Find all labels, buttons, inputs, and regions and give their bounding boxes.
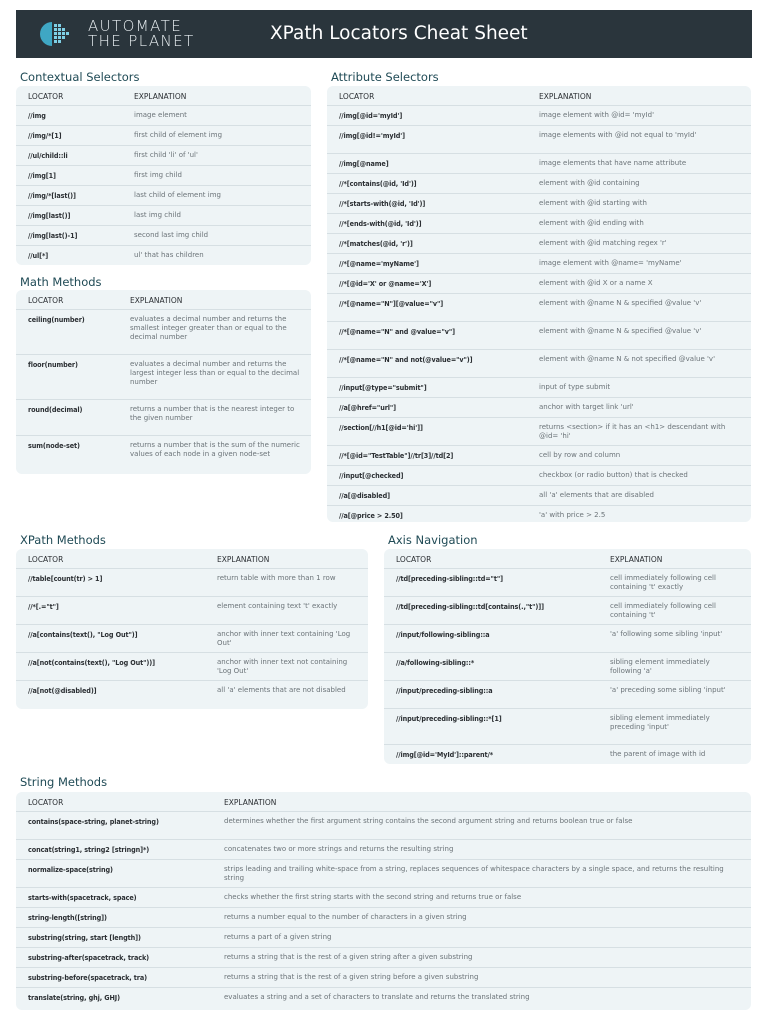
- explanation-cell: returns a number that is the nearest integer to the given number: [130, 405, 295, 422]
- table-row: [327, 173, 751, 193]
- table-row: [327, 253, 751, 273]
- table-row: [16, 887, 751, 907]
- column-header-explanation: EXPLANATION: [217, 555, 270, 564]
- explanation-cell: element with @name N & not specified @value 'v': [539, 355, 715, 363]
- table-row: [327, 125, 751, 153]
- explanation-cell: last img child: [134, 211, 181, 219]
- explanation-cell: returns a number equal to the number of characters in a given string: [224, 913, 467, 921]
- explanation-cell: the parent of image with id: [610, 750, 706, 758]
- explanation-cell: 'a' with price > 2.5: [539, 511, 606, 519]
- locator-cell: //*[@name="N" and @value="v"]: [339, 327, 455, 336]
- xpath-table-header: [16, 549, 368, 568]
- table-row: [16, 105, 311, 125]
- table-row: [16, 811, 751, 839]
- column-header-explanation: EXPLANATION: [134, 92, 187, 101]
- xpath-methods-table: [16, 549, 368, 709]
- table-row: [384, 744, 751, 764]
- column-header-locator: LOCATOR: [28, 92, 64, 101]
- explanation-cell: cell immediately following cell containing 't': [610, 602, 716, 619]
- locator-cell: //a[@disabled]: [339, 491, 390, 500]
- brand-line-1: AUTOMATE: [88, 17, 183, 35]
- explanation-cell: evaluates a string and a set of characters to translate and returns the translated string: [224, 993, 530, 1001]
- locator-cell: //*[matches(@id, 'r')]: [339, 239, 413, 248]
- locator-cell: //*[@name="N" and not(@value="v")]: [339, 355, 473, 364]
- explanation-cell: image elements that have name attribute: [539, 159, 687, 167]
- locator-cell: //a[contains(text(), "Log Out")]: [28, 630, 138, 639]
- explanation-cell: determines whether the first argument string contains the second argument string and returns boolean true or false: [224, 817, 633, 825]
- table-row: [16, 125, 311, 145]
- locator-cell: //input[@type="submit"]: [339, 383, 427, 392]
- locator-cell: //ul[*]: [28, 251, 49, 260]
- locator-cell: substring-before(spacetrack, tra): [28, 973, 147, 982]
- string-methods-table: [16, 792, 751, 1010]
- explanation-cell: checkbox (or radio button) that is checked: [539, 471, 688, 479]
- locator-cell: //a[not(contains(text(), "Log Out"))]: [28, 658, 155, 667]
- math-methods-table: [16, 290, 311, 474]
- locator-cell: sum(node-set): [28, 441, 80, 450]
- locator-cell: //td[preceding-sibling::td[contains(.,"t")]]: [396, 602, 544, 611]
- explanation-cell: second last img child: [134, 231, 209, 239]
- axis-table-header: [384, 549, 751, 568]
- locator-cell: //*[@name='myName']: [339, 259, 419, 268]
- explanation-cell: element with @id ending with: [539, 219, 644, 227]
- locator-cell: //*[.="t"]: [28, 602, 59, 611]
- table-row: [16, 354, 311, 399]
- explanation-cell: return table with more than 1 row: [217, 574, 336, 582]
- explanation-cell: first img child: [134, 171, 182, 179]
- locator-cell: concat(string1, string2 [stringn]*): [28, 845, 150, 854]
- explanation-cell: all 'a' elements that are not disabled: [217, 686, 346, 694]
- table-row: [327, 153, 751, 173]
- table-row: [16, 652, 368, 680]
- section-title-string: String Methods: [20, 775, 108, 789]
- table-row: [16, 624, 368, 652]
- locator-cell: //a[@price > 2.50]: [339, 511, 403, 520]
- explanation-cell: returns a string that is the rest of a given string before a given substring: [224, 973, 479, 981]
- explanation-cell: element with @id X or a name X: [539, 279, 653, 287]
- section-title-contextual: Contextual Selectors: [20, 70, 140, 84]
- explanation-cell: anchor with inner text not containing 'Log Out': [217, 658, 348, 675]
- brand-line-2: THE PLANET: [88, 32, 195, 50]
- table-row: [16, 245, 311, 265]
- explanation-cell: strips leading and trailing white-space from a string, replaces sequences of whitespace characters by a single space, and returns the resulting string: [224, 865, 724, 882]
- table-row: [16, 987, 751, 1007]
- locator-cell: //a/following-sibling::*: [396, 658, 475, 667]
- column-header-locator: LOCATOR: [339, 92, 375, 101]
- header-banner: [16, 10, 752, 58]
- table-row: [327, 213, 751, 233]
- locator-cell: ceiling(number): [28, 315, 85, 324]
- locator-cell: substring-after(spacetrack, track): [28, 953, 150, 962]
- column-header-locator: LOCATOR: [28, 798, 64, 807]
- locator-cell: //img[last()-1]: [28, 231, 78, 240]
- table-row: [327, 397, 751, 417]
- table-row: [16, 859, 751, 887]
- table-row: [16, 927, 751, 947]
- section-title-axis: Axis Navigation: [388, 533, 478, 547]
- column-header-locator: LOCATOR: [28, 296, 64, 305]
- string-table-header: [16, 792, 751, 811]
- column-header-explanation: EXPLANATION: [539, 92, 592, 101]
- explanation-cell: anchor with target link 'url': [539, 403, 634, 411]
- locator-cell: //a[@href="url"]: [339, 403, 397, 412]
- explanation-cell: returns a number that is the sum of the numeric values of each node in a given node-set: [130, 441, 300, 458]
- table-row: [327, 485, 751, 505]
- explanation-cell: concatenates two or more strings and returns the resulting string: [224, 845, 454, 853]
- automate-the-planet-logo-icon: [40, 22, 76, 46]
- explanation-cell: element with @name N & specified @value 'v': [539, 327, 702, 335]
- locator-cell: translate(string, ghj, GHJ): [28, 993, 120, 1002]
- explanation-cell: all 'a' elements that are disabled: [539, 491, 654, 499]
- locator-cell: //a[not(@disabled)]: [28, 686, 97, 695]
- locator-cell: //img[@id!='myId']: [339, 131, 406, 140]
- attribute-table-header: [327, 86, 751, 105]
- table-row: [327, 233, 751, 253]
- locator-cell: normalize-space(string): [28, 865, 113, 874]
- explanation-cell: returns a part of a given string: [224, 933, 332, 941]
- explanation-cell: first child of element img: [134, 131, 223, 139]
- table-row: [327, 105, 751, 125]
- table-row: [327, 445, 751, 465]
- locator-cell: string-length([string]): [28, 913, 107, 922]
- table-row: [16, 399, 311, 435]
- locator-cell: //*[ends-with(@id, 'Id')]: [339, 219, 422, 228]
- locator-cell: contains(space-string, planet-string): [28, 817, 159, 826]
- table-row: [384, 680, 751, 708]
- section-title-attribute: Attribute Selectors: [331, 70, 439, 84]
- contextual-selectors-table: [16, 86, 311, 265]
- locator-cell: //ul/child::li: [28, 151, 68, 160]
- locator-cell: //table[count(tr) > 1]: [28, 574, 103, 583]
- table-row: [16, 947, 751, 967]
- locator-cell: //img/*[1]: [28, 131, 62, 140]
- table-row: [327, 505, 751, 525]
- locator-cell: //input[@checked]: [339, 471, 404, 480]
- locator-cell: //*[contains(@id, 'Id')]: [339, 179, 417, 188]
- locator-cell: //*[starts-with(@id, 'Id')]: [339, 199, 426, 208]
- table-row: [16, 145, 311, 165]
- explanation-cell: 'a' preceding some sibling 'input': [610, 686, 726, 694]
- explanation-cell: element with @id matching regex 'r': [539, 239, 667, 247]
- explanation-cell: returns a string that is the rest of a given string after a given substring: [224, 953, 473, 961]
- locator-cell: //*[@id='X' or @name='X']: [339, 279, 432, 288]
- explanation-cell: anchor with inner text containing 'Log Out': [217, 630, 351, 647]
- locator-cell: //img[1]: [28, 171, 56, 180]
- locator-cell: //img: [28, 111, 46, 120]
- locator-cell: //*[@id="TestTable"]//tr[3]//td[2]: [339, 451, 454, 460]
- math-table-header: [16, 290, 311, 309]
- explanation-cell: evaluates a decimal number and returns the largest integer less than or equal to the decimal number: [130, 360, 300, 386]
- table-row: [327, 377, 751, 397]
- section-title-math: Math Methods: [20, 275, 102, 289]
- locator-cell: starts-with(spacetrack, space): [28, 893, 137, 902]
- column-header-locator: LOCATOR: [396, 555, 432, 564]
- attribute-selectors-table: [327, 86, 751, 522]
- locator-cell: round(decimal): [28, 405, 83, 414]
- explanation-cell: evaluates a decimal number and returns the smallest integer greater than or equal to the decimal number: [130, 315, 287, 341]
- locator-cell: //img[last()]: [28, 211, 71, 220]
- explanation-cell: returns <section> if it has an <h1> descendant with @id= 'hi': [539, 423, 726, 440]
- explanation-cell: 'a' following some sibling 'input': [610, 630, 723, 638]
- table-row: [16, 185, 311, 205]
- table-row: [327, 273, 751, 293]
- locator-cell: //img[@id='myId']: [339, 111, 403, 120]
- locator-cell: //img[@id='MyId']::parent/*: [396, 750, 494, 759]
- explanation-cell: element with @name N & specified @value 'v': [539, 299, 702, 307]
- table-row: [16, 907, 751, 927]
- explanation-cell: sibling element immediately preceding 'input': [610, 714, 710, 731]
- table-row: [384, 596, 751, 624]
- contextual-table-header: [16, 86, 311, 105]
- explanation-cell: image element with @name= 'myName': [539, 259, 682, 267]
- table-row: [16, 967, 751, 987]
- explanation-cell: image element with @id= 'myId': [539, 111, 654, 119]
- column-header-explanation: EXPLANATION: [130, 296, 183, 305]
- locator-cell: //input/following-sibling::a: [396, 630, 490, 639]
- locator-cell: //img/*[last()]: [28, 191, 76, 200]
- axis-navigation-table: [384, 549, 751, 764]
- table-row: [327, 417, 751, 445]
- page-title: XPath Locators Cheat Sheet: [270, 23, 528, 44]
- table-row: [16, 596, 368, 624]
- column-header-explanation: EXPLANATION: [224, 798, 277, 807]
- locator-cell: //input/preceding-sibling::a: [396, 686, 493, 695]
- table-row: [16, 165, 311, 185]
- table-row: [327, 193, 751, 213]
- section-title-xpath: XPath Methods: [20, 533, 106, 547]
- table-row: [327, 321, 751, 349]
- column-header-locator: LOCATOR: [28, 555, 64, 564]
- table-row: [384, 708, 751, 744]
- locator-cell: substring(string, start [length]): [28, 933, 141, 942]
- table-row: [384, 652, 751, 680]
- locator-cell: //section[//h1[@id='hi']]: [339, 423, 423, 432]
- table-row: [327, 465, 751, 485]
- table-row: [16, 309, 311, 354]
- brand-wordmark: [88, 19, 195, 49]
- table-row: [16, 839, 751, 859]
- explanation-cell: ul' that has children: [134, 251, 204, 259]
- explanation-cell: element with @id containing: [539, 179, 640, 187]
- explanation-cell: first child 'li' of 'ul': [134, 151, 198, 159]
- column-header-explanation: EXPLANATION: [610, 555, 663, 564]
- table-row: [16, 205, 311, 225]
- explanation-cell: sibling element immediately following 'a': [610, 658, 710, 675]
- explanation-cell: cell by row and column: [539, 451, 621, 459]
- locator-cell: //input/preceding-sibling::*[1]: [396, 714, 502, 723]
- table-row: [16, 435, 311, 479]
- table-row: [384, 568, 751, 596]
- explanation-cell: cell immediately following cell containing 't' exactly: [610, 574, 716, 591]
- explanation-cell: checks whether the first string starts with the second string and returns true or false: [224, 893, 522, 901]
- explanation-cell: last child of element img: [134, 191, 221, 199]
- table-row: [16, 225, 311, 245]
- explanation-cell: input of type submit: [539, 383, 611, 391]
- explanation-cell: element with @id starting with: [539, 199, 647, 207]
- table-row: [384, 624, 751, 652]
- locator-cell: //img[@name]: [339, 159, 389, 168]
- locator-cell: floor(number): [28, 360, 78, 369]
- locator-cell: //td[preceding-sibling::td="t"]: [396, 574, 503, 583]
- table-row: [16, 680, 368, 708]
- table-row: [327, 349, 751, 377]
- table-row: [327, 293, 751, 321]
- explanation-cell: image element: [134, 111, 187, 119]
- explanation-cell: image elements with @id not equal to 'myId': [539, 131, 697, 139]
- locator-cell: //*[@name="N"][@value="v"]: [339, 299, 444, 308]
- table-row: [16, 568, 368, 596]
- explanation-cell: element containing text 't' exactly: [217, 602, 338, 610]
